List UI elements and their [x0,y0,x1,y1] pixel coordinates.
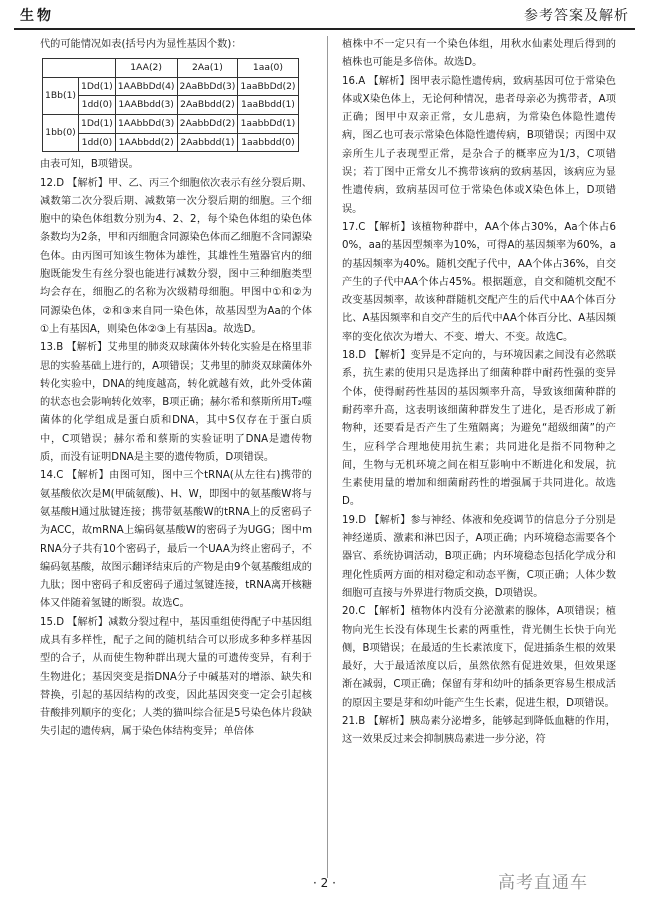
table-cell: 1AAbbDd(3) [115,115,177,134]
answer-14: 14.C 【解析】由图可知，图中三个tRNA(从左往右)携带的氨基酸依次是M(甲硫氨酸)、H、W，即图中的氨基酸W将与氨基酸H通过肽键连接；携带氨基酸W的tRNA上的反密码子为ACC，故mRNA上编码氨基酸W的密码子为UGG；图中mRNA分子共有10个密码子，最后一个UAA为终止密码子，不编码氨基酸，故图示翻译结束后的产物是由9个氨基酸组成的九肽；图中密码子和反密码子通过氢键连接，tRNA离开核糖体又伴随着氢键的断裂。故选C。 [40,470,312,610]
answer-12: 12.D 【解析】甲、乙、丙三个细胞依次表示有丝分裂后期、减数第二次分裂后期、减数第一次分裂后期的细胞。三个细胞中的染色体组数分别为4、2、2，每个染色体组的染色体条数均为2条，甲和丙细胞含同源染色体而乙细胞不含同源染色体。由丙图可知该生物体为雄性，其雄性生殖器官内的细胞既能发生有丝分裂也能进行减数分裂，图中三种细胞类型均会存在，细胞乙的名称为次级精母细胞。甲图中①和②为同源染色体，②和③来自同一染色体，故基因型为Aa的个体①上有基因A，则染色体②③上有基因a。故选D。 [40,177,312,335]
column-divider [327,36,328,878]
table-row-group-label: 1Bb(1) [43,77,79,114]
table-cell: 2Aabbdd(1) [177,133,238,152]
table-corner [43,59,116,78]
table-cell: 1aabbDd(1) [238,115,298,134]
answer-16: 16.A 【解析】图甲表示隐性遗传病，致病基因可位于常染色体或X染色体上，无论何种情况，患者母亲必为携带者，A项正确；图甲中双亲正常，女儿患病，为常染色体隐性遗传病，图乙也可表示常染色体隐性遗传病，B项错误；丙图中双亲所生儿子表现型正常，是杂合子的概率应为1/3，C项错误；若丁图中正常女儿不携带该病的致病基因，该病应为显性遗传病，致病基因可位于常染色体或X染色体上，D项错误。 [342,75,616,215]
table-intro: 代的可能情况如表(括号内为显性基因个数)： [40,39,242,50]
table-cell: 2AabbDd(2) [177,115,238,134]
answer-21: 21.B 【解析】胰岛素分泌增多，能够起到降低血糖的作用，这一效果反过来会抑制胰岛素进一步分泌，符 [342,715,616,746]
table-row [43,96,299,115]
answer-20: 20.C 【解析】植物体内没有分泌激素的腺体，A项错误；植物向光生长没有体现生长素的两重性，背光侧生长快于向光侧，B项错误；在最适的生长素浓度下，促进插条生根的效果最好，大于最适浓度以后，虽然依然有促进效果，但效果逐渐在减弱，C项正确；保留有芽和幼叶的插条更容易生根成活的原因主要是芽和幼叶能产生生长素，促进生根，D项错误。 [342,606,616,709]
table-cell: 1aaBbdd(1) [238,96,298,115]
table-sub-label: 1Dd(1) [79,115,116,134]
table-cell: 2AaBbdd(2) [177,96,238,115]
genotype-table [42,58,299,152]
table-cell: 1AABbdd(3) [115,96,177,115]
watermark: 高考直通车 [498,873,588,893]
answer-15-continued: 植株中不一定只有一个染色体组，用秋水仙素处理后得到的植株也可能是多倍体。故选D。 [342,39,616,69]
table-col-header: 2Aa(1) [177,59,238,78]
table-cell: 1aabbdd(0) [238,133,298,152]
table-sub-label: 1dd(0) [79,133,116,152]
page-number: · 2 · [313,876,336,890]
table-cell: 1aaBbDd(2) [238,77,298,96]
table-cell: 2AaBbDd(3) [177,77,238,96]
answer-13: 13.B 【解析】艾弗里的肺炎双球菌体外转化实验是在格里菲思的实验基础上进行的，A项错误；艾弗里的肺炎双球菌体外转化实验中，DNA的纯度越高，转化就越有效，此外受体菌的状态也会影响转化效率，B项正确；赫尔希和蔡斯所用T₂噬菌体的化学组成是蛋白质和DNA，其中S仅存在于蛋白质中，C项错误；赫尔希和蔡斯的实验证明了DNA是遗传物质，而没有证明DNA是主要的遗传物质，D项错误。 [40,342,312,464]
answer-15: 15.D 【解析】减数分裂过程中，基因重组使得配子中基因组成具有多样性，配子之间的随机结合可以形成多种多样基因型的合子，从而使生物种群出现大量的可遗传变异，有利于生物进化；基因突变是指DNA分子中碱基对的增添、缺失和替换，引起的基因结构的改变，因此基因突变一定会引起核苷酸排列顺序的变化；人类的猫叫综合征是5号染色体片段缺失引起的遗传病，属于染色体结构变异；单倍体 [40,616,312,738]
table-cell: 1AABbDd(4) [115,77,177,96]
table-row [43,133,299,152]
page-header [14,0,635,30]
table-conclusion: 由表可知，B项错误。 [40,159,139,171]
answer-18: 18.D 【解析】变异是不定向的，与环境因素之间没有必然联系，抗生素的使用只是选择出了细菌种群中耐药性强的变异个体，使得耐药性基因的基因频率升高，导致该细菌种群的耐药率升高，这表明该细菌种群发生了进化，是否形成了新物种，还要看是否产生了生殖隔离；为避免“超级细菌”的产生，应科学合理地使用抗生素；共同进化是指不同物种之间，生物与无机环境之间在相互影响中不断进化和发展，抗生素使用量的增加和细菌耐药性的增强属于共同进化。故选D。 [342,350,616,508]
table-row-group-label: 1bb(0) [43,115,79,152]
header-title: 参考答案及解析 [524,8,629,24]
subject-label: 生物 [20,8,54,24]
right-column [342,36,616,750]
table-sub-label: 1dd(0) [79,96,116,115]
table-row [43,77,299,96]
table-col-header: 1AA(2) [115,59,177,78]
answer-19: 19.D 【解析】参与神经、体液和免疫调节的信息分子分别是神经递质、激素和淋巴因子，A项正确；内环境稳态需要各个器官、系统协调活动，B项正确；内环境稳态包括化学成分和理化性质两方面的相对稳定和动态平衡，C项正确；人体少数细胞可直接与外界进行物质交换，D项错误。 [342,514,616,599]
table-col-header: 1aa(0) [238,59,298,78]
table-header-row [43,59,299,78]
table-cell: 1AAbbdd(2) [115,133,177,152]
left-column [40,36,312,742]
answer-17: 17.C 【解析】该植物种群中，AA个体占30%，Aa个体占60%，aa的基因型频率为10%，可得A的基因频率为60%，a的基因频率为40%。随机交配子代中，AA个体占36%，自交产生的子代中AA个体占45%。根据题意，自交和随机交配不改变基因频率，故该种群随机交配产生的后代中AA个体百分比、A基因频率和自交产生的后代中AA个体百分比、A基因频率的变化依次为增大、不变、增大、不变。故选C。 [342,221,616,343]
table-sub-label: 1Dd(1) [79,77,116,96]
table-row [43,115,299,134]
